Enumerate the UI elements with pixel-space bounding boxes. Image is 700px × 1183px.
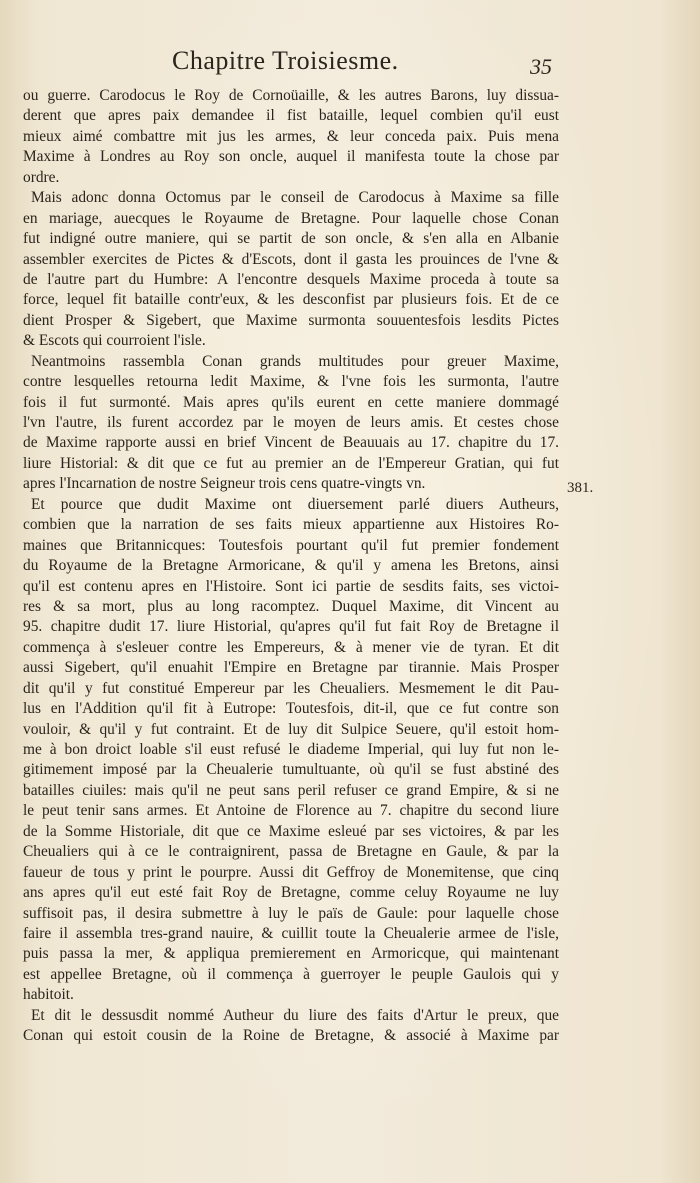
text-line: dient Prosper & Sigebert, que Maxime surmonta souuentesfois lesdits Pictes [23, 311, 559, 329]
running-header [0, 46, 700, 86]
text-line: en mariage, auecques le Royaume de Bretagne. Pour laquelle chose Conan [23, 209, 559, 227]
text-line: de la Somme Historiale, dit que ce Maxime esleué par ses victoires, & par les [23, 822, 559, 840]
text-line: faire il assembla tres-grand nauire, & cuillit toute la Cheualerie armee de l'isle, [23, 924, 559, 942]
text-line: puis passa la mer, & appliqua premierement en Armoricque, qui maintenant [23, 945, 559, 963]
folio-number: 35 [530, 54, 552, 79]
text-line: commença à s'esleuer contre les Empereurs, & à mener vie de tyran. Et dit [23, 638, 559, 656]
body-text [23, 86, 559, 1047]
text-line: gitimement imposé par la Cheualerie tumultuante, où qu'il se fust abstiné des [23, 761, 559, 779]
text-line: ordre. [23, 168, 60, 186]
margin-note-year: 381. [567, 480, 594, 496]
text-line: me à bon droict loable s'il eust refusé le diademe Imperial, qui luy fut non le- [23, 741, 559, 758]
text-line: fois il fut surmonté. Mais apres qu'ils eurent en cette maniere dommagé [23, 393, 559, 411]
text-line: le peut tenir sans armes. Et Antoine de Florence au 7. chapitre du second liure [23, 802, 559, 820]
text-line: lus en l'Addition qu'il fit à Eutrope: Toutesfois, dit-il, que ce fut contre son [23, 700, 559, 718]
text-line: ans apres qu'il eut esté fait Roy de Bretagne, comme celuy Royaume ne luy [23, 884, 559, 902]
text-line: 95. chapitre dudit 17. liure Historial, qu'apres qu'il fut fait Roy de Bretagne il [23, 618, 559, 636]
text-line: de l'autre part du Humbre: A l'encontre desquels Maxime proceda à toute sa [23, 270, 559, 288]
text-line: qu'il est contenu apres en l'Histoire. Sont ici partie de sesdits faits, ses victoi- [23, 577, 559, 595]
text-line: aussi Sigebert, qu'il enuahit l'Empire en Bretagne par tirannie. Mais Prosper [23, 659, 559, 677]
text-line: batailles ciuiles: mais qu'il ne peut sans peril refuser ce grand Empire, & si ne [23, 781, 559, 799]
text-line: Et dit le dessusdit nommé Autheur du liure des faits d'Artur le preux, que [31, 1006, 559, 1024]
text-line: du Royaume de la Bretagne Armoricane, & qu'il y amena les Bretons, ainsi [23, 557, 559, 575]
text-line: est appellee Bretagne, où il commença à guerroyer le peuple Gaulois qui y [23, 965, 559, 983]
text-line: assembler exercites de Pictes & d'Escots, dont il gasta les prouinces de l'vne & [23, 250, 559, 268]
text-line: fut indigné outre maniere, qui se partit de son oncle, & s'en alla en Albanie [23, 230, 559, 248]
text-line: force, lequel fit bataille contr'eux, & les desconfist par plusieurs fois. Et de ce [23, 291, 559, 309]
text-line: apres l'Incarnation de nostre Seigneur trois cens quatre-vingts vn. [23, 475, 426, 493]
text-line: vouloir, & qu'il y fut contraint. Et de luy dit Sulpice Seuere, qu'il estoit hom- [23, 720, 559, 738]
text-line: Cheualiers qui à ce le contraignirent, passa de Bretagne en Gaule, & par la [23, 843, 559, 861]
text-line: Mais adonc donna Octomus par le conseil de Carodocus à Maxime sa fille [31, 189, 559, 207]
text-line: derent que apres paix demandee il fist bataille, lequel combien qu'il eust [23, 107, 559, 125]
text-line: mieux aimé combattre mit jus les armes, & leur conceda paix. Puis mena [23, 127, 559, 145]
text-line: contre lesquelles retourna ledit Maxime, & l'vne fois les surmonta, l'autre [23, 373, 559, 391]
text-line: ou guerre. Carodocus le Roy de Cornoüaille, & les autres Barons, luy dissua- [23, 87, 559, 104]
text-line: Maxime à Londres au Roy son oncle, auquel il manifesta toute la chose par [23, 148, 559, 166]
text-line: combien que la narration de ses faits mieux appartienne aux Histoires Ro- [23, 516, 559, 534]
text-line: Neantmoins rassembla Conan grands multitudes pour greuer Maxime, [31, 352, 559, 370]
text-line: de Maxime rapporte aussi en brief Vincent de Beauuais au 17. chapitre du 17. [23, 434, 559, 452]
text-line: habitoit. [23, 986, 74, 1004]
text-line: maines que Britannicques: Toutesfois pourtant qu'il fut premier fondement [23, 536, 559, 554]
text-line: faueur de tous y print le pourpre. Aussi dit Geffroy de Monemitense, que cinq [23, 863, 559, 881]
text-line: dit qu'il y fut constitué Empereur par les Cheualiers. Mesmement le dit Pau- [23, 679, 559, 697]
text-line: & Escots qui courroient l'isle. [23, 332, 206, 350]
text-line: Conan qui estoit cousin de la Roine de Bretagne, & associé à Maxime par [23, 1027, 559, 1045]
text-line: res & sa mort, plus au long racomptez. Duquel Maxime, dit Vincent au [23, 597, 559, 615]
text-line: suffisoit pas, il desira submettre à luy le païs de Gaule: pour laquelle chose [23, 904, 559, 922]
text-line: liure Historial: & dit que ce fut au premier an de l'Empereur Gratian, qui fut [23, 454, 559, 472]
running-title: Chapitre Troisiesme. [172, 46, 399, 75]
text-line: l'vn l'autre, ils furent accordez par le moyen de leurs amis. Et cestes chose [23, 414, 559, 431]
text-line: Et pource que dudit Maxime ont diuersement parlé diuers Autheurs, [31, 495, 559, 513]
